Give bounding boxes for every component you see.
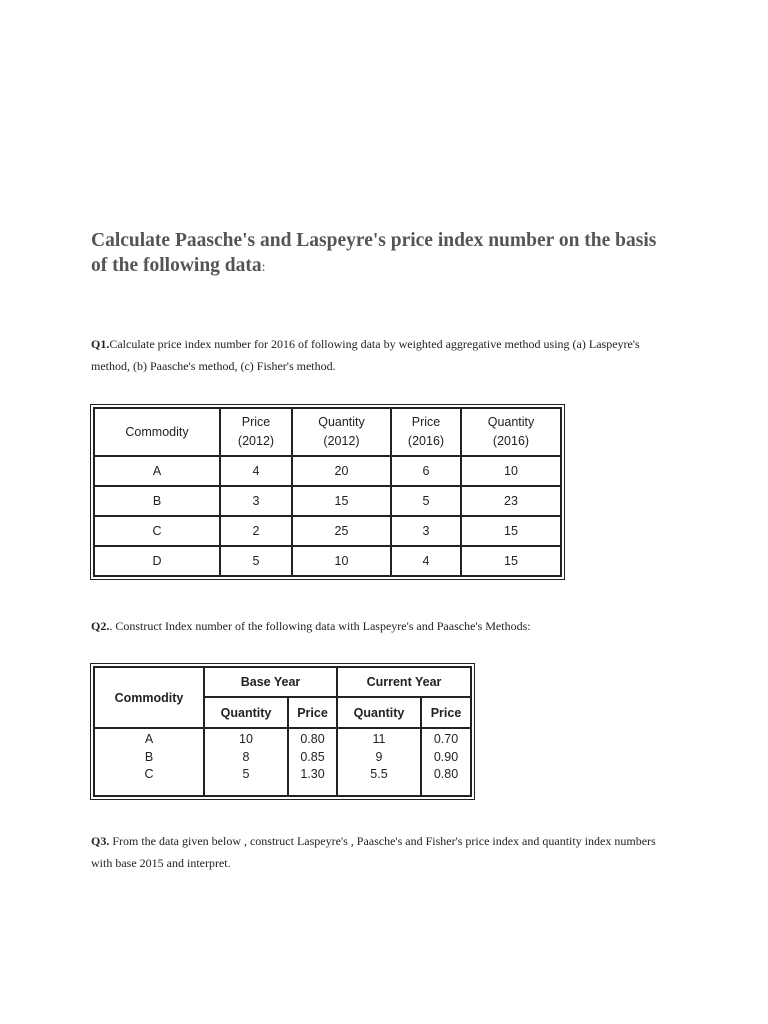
table-cell: 15: [462, 517, 562, 547]
table-cell: 0.80: [300, 732, 325, 746]
table-cell: B: [144, 749, 154, 764]
table-cell: 0.90: [433, 749, 459, 764]
table-cell: 9: [375, 749, 383, 764]
table-cell: 5: [221, 547, 293, 577]
table-cell: B: [93, 487, 221, 517]
table-2-commodity-column: [93, 729, 205, 797]
question-1-text-line-2: method, (b) Paasche's method, (c) Fisher's method.: [91, 359, 336, 373]
table-cell: A: [144, 732, 154, 746]
table-2-base-quantity-column: [205, 729, 289, 797]
table-row: [93, 487, 562, 517]
table-cell: 10: [293, 547, 392, 577]
table-2-subheader-base-price: Price: [289, 698, 338, 729]
table-cell: 8: [242, 749, 250, 764]
table-cell: 3: [392, 517, 462, 547]
table-cell: 5: [242, 767, 250, 781]
table-cell: 10: [239, 732, 253, 746]
question-1: [91, 333, 711, 377]
table-cell: 0.85: [300, 749, 325, 764]
heading-colon: :: [261, 260, 266, 275]
table-cell: 25: [293, 517, 392, 547]
table-row: [93, 729, 472, 797]
table-row: [93, 517, 562, 547]
table-cell: 0.70: [433, 732, 459, 746]
question-3: [91, 830, 711, 874]
table-2-header-base-year: Base Year: [205, 666, 338, 698]
table-1-header-price-2012: [221, 407, 293, 457]
table-cell: 10: [462, 457, 562, 487]
table-cell: 6: [392, 457, 462, 487]
table-2-header-commodity: Commodity: [93, 666, 205, 729]
question-3-text-line-1: From the data given below , construct Laspeyre's , Paasche's and Fisher's price index and quantity index numbers: [109, 834, 656, 848]
table-cell: 15: [462, 547, 562, 577]
table-2-subheader-current-price: Price: [422, 698, 472, 729]
table-cell: C: [144, 767, 154, 781]
table-cell: A: [93, 457, 221, 487]
header-text: (2016): [492, 434, 530, 448]
table-2-base-price-column: [289, 729, 338, 797]
table-2: [90, 663, 475, 800]
table-cell: 11: [372, 732, 386, 746]
table-cell: 4: [392, 547, 462, 577]
table-cell: 1.30: [300, 767, 325, 781]
table-row: [93, 547, 562, 577]
table-1-header-row: [93, 407, 562, 457]
question-2-text: . Construct Index number of the following data with Laspeyre's and Paasche's Methods:: [109, 619, 531, 633]
table-cell: D: [93, 547, 221, 577]
question-2: [91, 615, 711, 637]
table-1-header-price-2016: [392, 407, 462, 457]
question-1-text-line-1: Calculate price index number for 2016 of following data by weighted aggregative method using (a) Laspeyre's: [109, 337, 640, 351]
table-cell: 2: [221, 517, 293, 547]
question-1-line-1: [91, 333, 711, 355]
table-1: [90, 404, 565, 580]
header-text: (2012): [237, 434, 275, 448]
question-1-label: Q1.: [91, 337, 110, 351]
table-2-current-price-column: [422, 729, 472, 797]
table-2-header-current-year: Current Year: [338, 666, 472, 698]
header-text: Quantity: [487, 415, 535, 429]
table-cell: 23: [462, 487, 562, 517]
table-cell: 15: [293, 487, 392, 517]
table-2-subheader-base-quantity: Quantity: [205, 698, 289, 729]
table-2-header-row-1: [93, 666, 472, 698]
table-cell: 5.5: [370, 767, 388, 781]
header-text: (2016): [407, 434, 445, 448]
table-row: [93, 457, 562, 487]
table-cell: 0.80: [433, 767, 459, 781]
header-text: Price: [241, 415, 271, 429]
table-cell: 4: [221, 457, 293, 487]
page-heading: [91, 228, 691, 280]
table-cell: C: [93, 517, 221, 547]
header-text: Price: [411, 415, 441, 429]
table-1-header-quantity-2012: [293, 407, 392, 457]
table-cell: 5: [392, 487, 462, 517]
header-text: Commodity: [125, 424, 189, 439]
question-2-label: Q2.: [91, 619, 110, 633]
table-1-header-quantity-2016: [462, 407, 562, 457]
table-2-current-quantity-column: [338, 729, 422, 797]
question-3-line-1: [91, 830, 711, 852]
table-2-subheader-current-quantity: Quantity: [338, 698, 422, 729]
heading-line-2-wrapper: [91, 253, 691, 280]
question-3-text-line-2: with base 2015 and interpret.: [91, 856, 231, 870]
table-cell: 3: [221, 487, 293, 517]
table-1-header-commodity: [93, 407, 221, 457]
header-text: (2012): [323, 434, 360, 448]
question-3-label: Q3.: [91, 834, 110, 848]
table-cell: 20: [293, 457, 392, 487]
heading-line-2: of the following data: [91, 255, 262, 276]
heading-line-1: Calculate Paasche's and Laspeyre's price index number on the basis: [91, 230, 657, 251]
header-text: Quantity: [318, 415, 365, 429]
question-2-line: [91, 615, 711, 637]
